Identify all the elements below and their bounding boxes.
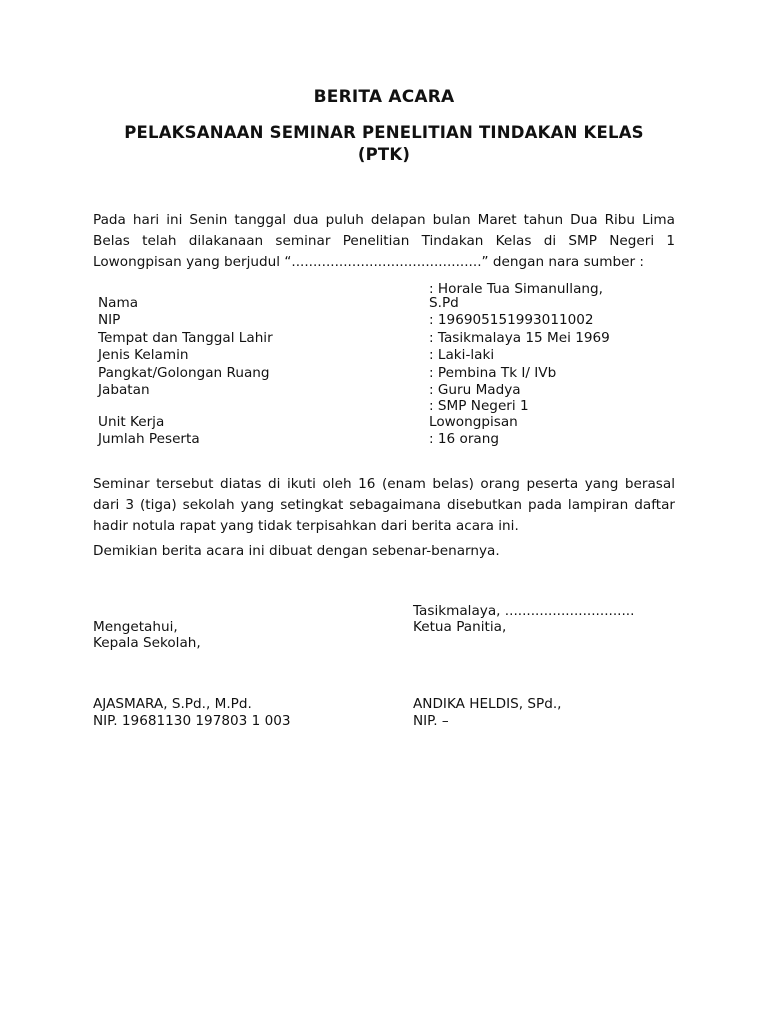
jenis-kelamin-label: Jenis Kelamin xyxy=(98,347,189,363)
ttl-value: : Tasikmalaya 15 Mei 1969 xyxy=(429,330,610,346)
signature-right-name: ANDIKA HELDIS, SPd., xyxy=(413,696,562,712)
signature-right-nip: NIP. – xyxy=(413,713,449,729)
intro-paragraph: Pada hari ini Senin tanggal dua puluh delapan bulan Maret tahun Dua Ribu Lima Belas telah dilakanaan seminar Penelitian Tindakan Kelas di SMP Negeri 1 Lowongpisan yang berjudul “............................................” dengan nara sumber : xyxy=(93,212,675,270)
jumlah-peserta-label: Jumlah Peserta xyxy=(98,431,200,447)
nama-value-2: S.Pd xyxy=(429,295,459,311)
signature-left-name: AJASMARA, S.Pd., M.Pd. xyxy=(93,696,252,712)
ttl-label: Tempat dan Tanggal Lahir xyxy=(98,330,273,346)
signature-left-nip: NIP. 19681130 197803 1 003 xyxy=(93,713,291,729)
jenis-kelamin-value: : Laki-laki xyxy=(429,347,495,363)
document-subtitle xyxy=(93,122,675,166)
nama-label: Nama xyxy=(98,295,139,311)
golongan-value: : Pembina Tk I/ IVb xyxy=(429,365,557,381)
document-title: BERITA ACARA xyxy=(313,87,455,107)
unit-kerja-label: Unit Kerja xyxy=(98,414,165,430)
closing-paragraph: Demikian berita acara ini dibuat dengan sebenar-benarnya. xyxy=(93,543,500,559)
jabatan-label: Jabatan xyxy=(98,382,150,398)
nip-value: : 196905151993011002 xyxy=(429,312,594,328)
place-date: Tasikmalaya, .............................. xyxy=(413,603,635,619)
golongan-label: Pangkat/Golongan Ruang xyxy=(98,365,270,381)
subtitle-line-2: (PTK) xyxy=(357,145,411,164)
signature-right-role: Ketua Panitia, xyxy=(413,619,507,635)
nama-value-1: : Horale Tua Simanullang, xyxy=(429,281,603,297)
jumlah-peserta-value: : 16 orang xyxy=(429,431,499,447)
unit-kerja-value-1: : SMP Negeri 1 xyxy=(429,398,529,414)
subtitle-line-1: PELAKSANAAN SEMINAR PENELITIAN TINDAKAN KELAS xyxy=(124,123,644,142)
signature-left-role-2: Kepala Sekolah, xyxy=(93,635,201,651)
unit-kerja-value-2: Lowongpisan xyxy=(429,414,518,430)
signature-left-role-1: Mengetahui, xyxy=(93,619,178,635)
jabatan-value: : Guru Madya xyxy=(429,382,521,398)
body-paragraph: Seminar tersebut diatas di ikuti oleh 16 (enam belas) orang peserta yang berasal dari 3 (tiga) sekolah yang setingkat sebagaimana disebutkan pada lampiran daftar hadir notula rapat yang tidak terpisahkan dari berita acara ini. xyxy=(93,476,675,534)
nip-label: NIP xyxy=(98,312,121,328)
